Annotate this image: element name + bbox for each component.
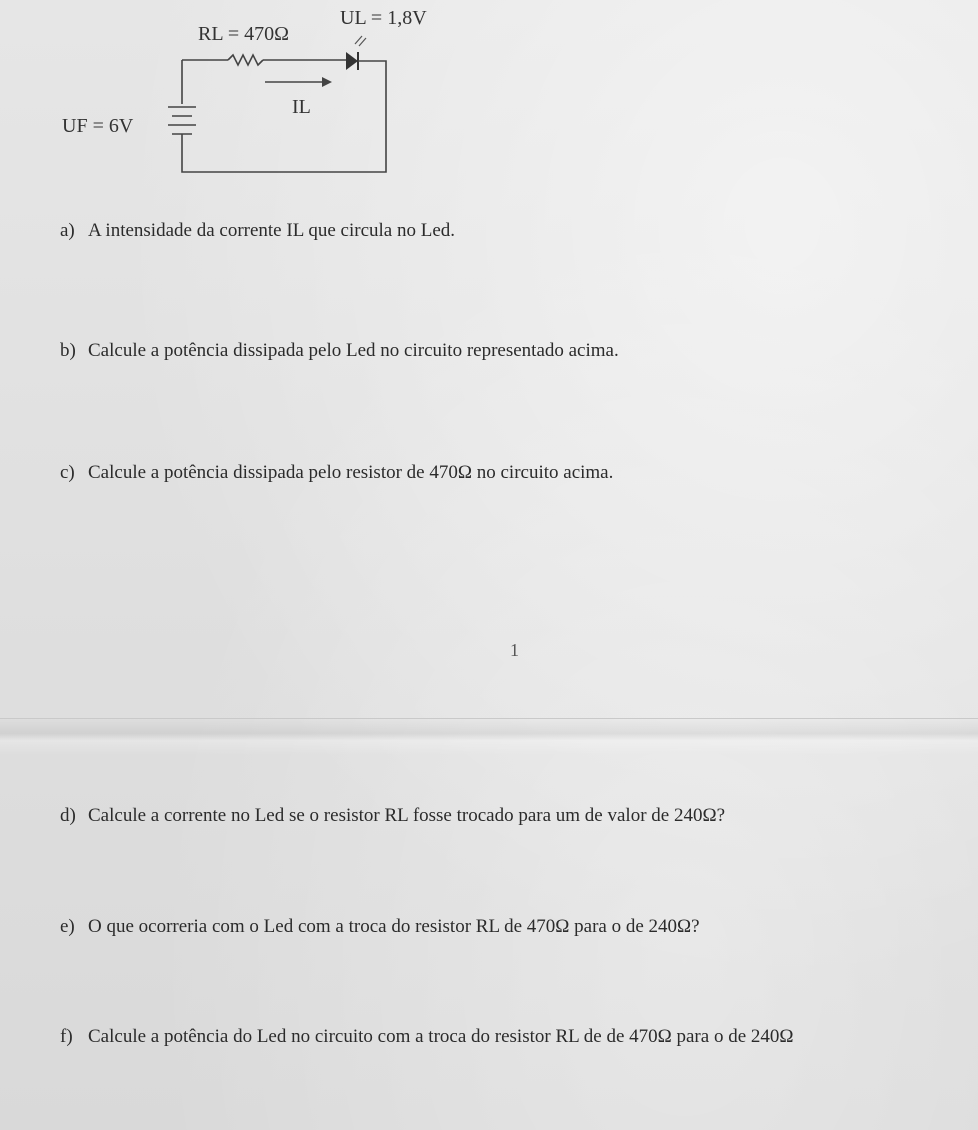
- question-d: [60, 805, 725, 827]
- led-light-rays-icon: [355, 36, 366, 46]
- question-letter: b): [60, 340, 76, 361]
- page-number: 1: [510, 640, 519, 660]
- source-voltage-label: UF = 6V: [62, 115, 134, 137]
- question-text: A intensidade da corrente IL que circula no Led.: [88, 220, 456, 241]
- circuit-diagram: [0, 0, 460, 190]
- question-letter: a): [60, 220, 75, 241]
- question-text: Calcule a potência dissipada pelo Led no circuito representado acima.: [88, 340, 619, 361]
- question-e: [60, 916, 700, 938]
- wire-right-bottom: [182, 61, 386, 172]
- question-letter: e): [60, 916, 75, 937]
- question-text: Calcule a potência dissipada pelo resistor de 470Ω no circuito acima.: [88, 462, 614, 483]
- question-letter: d): [60, 805, 76, 826]
- current-arrow-icon: [322, 77, 332, 87]
- current-label: IL: [292, 96, 311, 118]
- question-f: [60, 1026, 794, 1048]
- question-text: Calcule a corrente no Led se o resistor RL fosse trocado para um de valor de 240Ω?: [88, 805, 726, 826]
- led-voltage-label: UL = 1,8V: [340, 7, 427, 29]
- question-b: [60, 340, 619, 362]
- resistor-symbol: [228, 55, 263, 65]
- page-fold: [0, 718, 978, 755]
- resistor-label: RL = 470Ω: [198, 23, 289, 45]
- led-symbol-icon: [346, 52, 358, 70]
- question-c: [60, 462, 613, 484]
- question-letter: f): [60, 1026, 73, 1047]
- question-text: O que ocorreria com o Led com a troca do resistor RL de 470Ω para o de 240Ω?: [88, 916, 700, 937]
- question-a: [60, 220, 455, 242]
- question-text: Calcule a potência do Led no circuito com a troca do resistor RL de de 470Ω para o de 240Ω: [88, 1026, 794, 1047]
- question-letter: c): [60, 462, 75, 483]
